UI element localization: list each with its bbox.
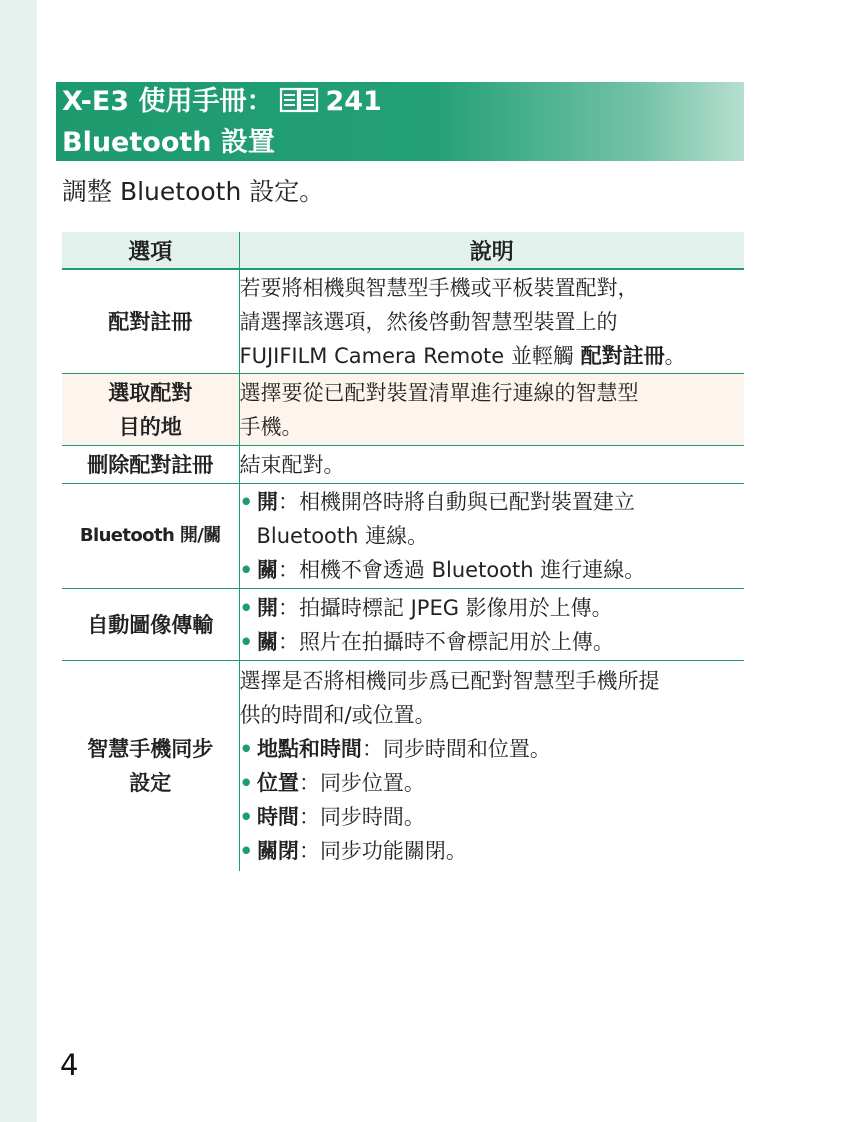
description-cell <box>239 661 744 872</box>
option-select-pairing-destination <box>62 374 239 446</box>
bullet-key: 開 <box>256 490 278 514</box>
manual-reference-label: X-E3 使用手冊： <box>62 86 274 117</box>
options-table <box>62 232 744 871</box>
section-title: Bluetooth 設置 <box>62 127 275 158</box>
bullet-separator: ： <box>277 558 299 582</box>
bullet-separator: ： <box>298 839 320 863</box>
bullet-key: 關閉 <box>256 839 299 863</box>
bullet-key: 位置 <box>256 771 299 795</box>
section-header <box>56 82 744 161</box>
bullet-separator: ： <box>277 629 299 654</box>
menu-reference: 配對註冊 <box>580 343 665 368</box>
bullet-item <box>240 625 745 659</box>
option-bluetooth-on-off: Bluetooth 開/關 <box>62 484 239 589</box>
bullet-text: 相機開啓時將自動與已配對裝置建立 <box>298 490 635 514</box>
option-delete-pairing: 刪除配對註冊 <box>62 446 239 484</box>
description-line: 若要將相機與智慧型手機或平板裝置配對， <box>239 275 639 300</box>
bullet-icon: • <box>239 771 253 795</box>
description-cell <box>239 589 744 661</box>
table-row <box>62 446 744 484</box>
bullet-item <box>240 591 745 625</box>
bullet-text: 相機不會透過 Bluetooth 進行連線。 <box>298 558 646 582</box>
manual-reference[interactable] <box>62 84 382 120</box>
bullet-key: 關 <box>256 558 278 582</box>
bullet-icon: • <box>239 839 253 863</box>
bullet-item <box>240 732 745 766</box>
bullet-icon: • <box>239 490 253 514</box>
option-label-line: 設定 <box>129 771 172 795</box>
bullet-icon: • <box>239 558 253 582</box>
bullet-separator: ： <box>277 595 299 620</box>
table-row <box>62 374 744 446</box>
table-row <box>62 484 744 589</box>
bullet-item <box>240 553 745 587</box>
bullet-key: 開 <box>256 595 278 620</box>
bullet-text: 同步時間和位置。 <box>382 737 551 761</box>
description-line: 手機。 <box>239 414 303 439</box>
column-header-description: 說明 <box>239 232 744 269</box>
bullet-text: 同步功能關閉。 <box>319 839 467 863</box>
description-text: FUJIFILM Camera Remote 並輕觸 <box>239 343 581 368</box>
option-smartphone-sync-settings <box>62 661 239 872</box>
bullet-key: 時間 <box>256 805 299 829</box>
bullet-icon: • <box>239 595 253 620</box>
bullet-separator: ： <box>361 737 383 761</box>
punctuation: 。 <box>664 343 686 368</box>
table-row <box>62 589 744 661</box>
description-line: 選擇是否將相機同步爲已配對智慧型手機所提 <box>239 669 660 693</box>
option-label-line: 目的地 <box>118 414 182 439</box>
bullet-icon: • <box>239 629 253 654</box>
page-number: 4 <box>60 1048 79 1082</box>
manual-page-number: 241 <box>325 86 382 117</box>
bullet-item <box>240 766 745 800</box>
description-line: 供的時間和/或位置。 <box>239 703 436 727</box>
book-icon <box>279 87 319 113</box>
option-label-line: 智慧手機同步 <box>87 737 214 761</box>
bullet-key: 關 <box>256 629 278 654</box>
column-header-option: 選項 <box>62 232 239 269</box>
description-cell <box>239 484 744 589</box>
bullet-icon: • <box>239 805 253 829</box>
bullet-item <box>240 485 745 519</box>
bullet-icon: • <box>239 737 253 761</box>
bullet-key: 地點和時間 <box>256 737 362 761</box>
description-line <box>240 339 745 373</box>
description-line: 選擇要從已配對裝置清單進行連線的智慧型 <box>239 380 639 405</box>
description-cell <box>239 446 744 484</box>
table-header-row <box>62 232 744 269</box>
option-pairing-registration: 配對註冊 <box>62 269 239 374</box>
bullet-text: 照片在拍攝時不會標記用於上傳。 <box>298 629 614 654</box>
description-line: 結束配對。 <box>239 452 345 477</box>
bullet-text: 同步位置。 <box>319 771 425 795</box>
description-line: 請選擇該選項，然後啓動智慧型裝置上的 <box>239 309 618 334</box>
bullet-item <box>240 834 745 868</box>
side-strip <box>0 0 37 1122</box>
bullet-separator: ： <box>298 805 320 829</box>
bullet-separator: ： <box>298 771 320 795</box>
description-cell <box>239 374 744 446</box>
intro-text: 調整 Bluetooth 設定。 <box>62 177 325 206</box>
table-row <box>62 269 744 374</box>
bullet-separator: ： <box>277 490 299 514</box>
table-row <box>62 661 744 872</box>
option-auto-image-transfer: 自動圖像傳輸 <box>62 589 239 661</box>
option-label-line: 選取配對 <box>108 380 193 405</box>
bullet-item <box>240 800 745 834</box>
bullet-text: 拍攝時標記 JPEG 影像用於上傳。 <box>298 595 613 620</box>
description-cell <box>239 269 744 374</box>
bullet-continuation: Bluetooth 連線。 <box>256 524 429 548</box>
bullet-text: 同步時間。 <box>319 805 425 829</box>
